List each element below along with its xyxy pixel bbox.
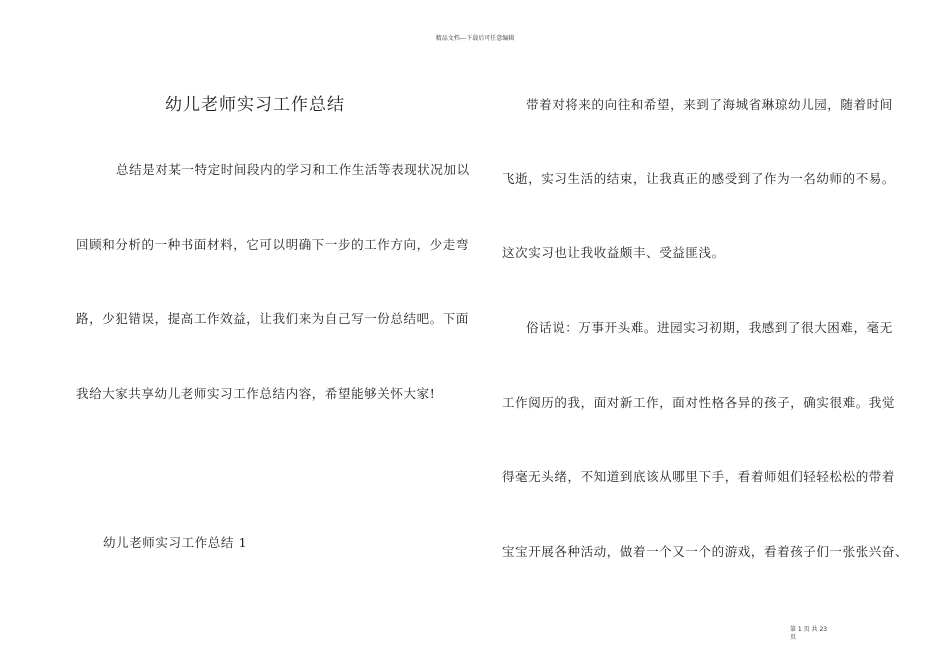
section-subtitle: 幼儿老师实习工作总结 1 <box>103 535 248 550</box>
paragraph-line: 得毫无头绪，不知道到底该从哪里下手，看着师姐们轻轻松松的带着 <box>502 469 896 484</box>
paragraph-line: 带着对将来的向往和希望，来到了海城省琳琼幼儿园，随着时间 <box>526 97 893 112</box>
paragraph-line: 俗话说：万事开头难。进园实习初期，我感到了很大困难，毫无 <box>526 320 893 335</box>
paragraph-line: 总结是对某一特定时间段内的学习和工作生活等表现状况加以 <box>116 162 470 177</box>
paragraph-line: 工作阅历的我，面对新工作，面对性格各异的孩子，确实很难。我觉 <box>502 395 896 410</box>
paragraph-line: 这次实习也让我收益颇丰、受益匪浅。 <box>502 245 725 260</box>
page-number: 第 1 页 共 23 页 <box>790 626 828 641</box>
paragraph-line: 我给大家共享幼儿老师实习工作总结内容，希望能够关怀大家! <box>76 386 436 401</box>
header-note: 精品文档---下载后可任意编辑 <box>435 35 515 42</box>
paragraph-line: 飞逝，实习生活的结束，让我真正的感受到了作为一名幼师的不易。 <box>502 171 896 186</box>
paragraph-line: 宝宝开展各种活动，做着一个又一个的游戏，看着孩子们一张张兴奋、 <box>502 544 909 559</box>
document-title: 幼儿老师实习工作总结 <box>165 95 345 115</box>
paragraph-line: 回顾和分析的一种书面材料，它可以明确下一步的工作方向，少走弯 <box>76 237 470 252</box>
paragraph-line: 路，少犯错误，提高工作效益，让我们来为自己写一份总结吧。下面 <box>76 311 470 326</box>
